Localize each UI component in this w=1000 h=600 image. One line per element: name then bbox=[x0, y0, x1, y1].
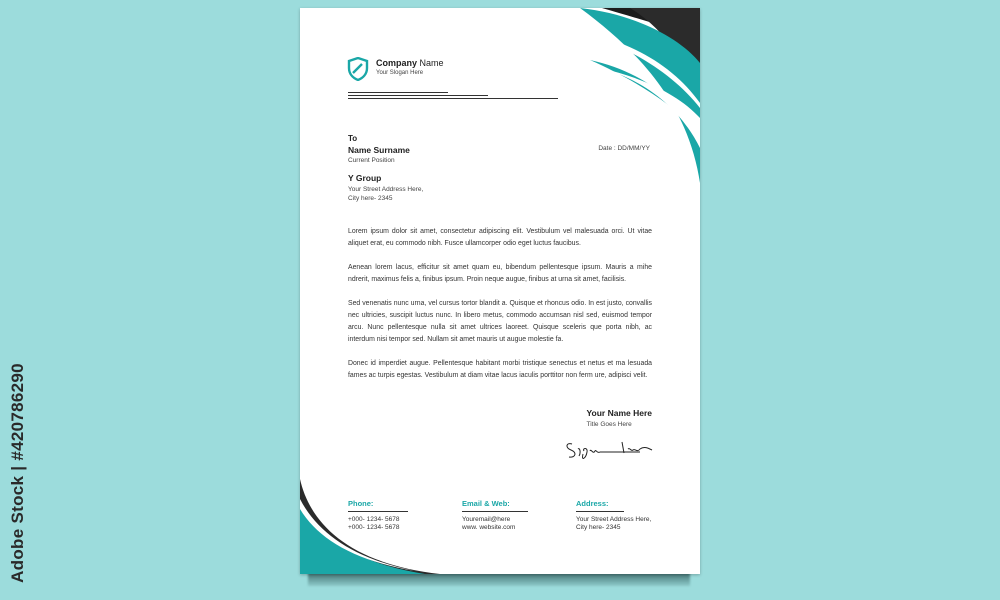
top-right-swoosh bbox=[540, 8, 700, 183]
body-paragraph: Aenean lorem lacus, efficitur sit amet quam eu, bibendum pellentesque ipsum. Mauris a mihe ndrerit, maximus felis a, finibus ipsum. Proin neque augue, finibus at urna sit amet, facilisis. bbox=[348, 264, 652, 283]
brand-block bbox=[376, 58, 444, 76]
email-web-underline bbox=[462, 511, 528, 512]
website-value: www. website.com bbox=[462, 524, 516, 531]
shield-icon bbox=[347, 57, 369, 81]
recipient-position: Current Position bbox=[348, 157, 395, 164]
to-label: To bbox=[348, 134, 358, 143]
address-label: Address: bbox=[576, 499, 609, 508]
email-value: Youremail@here bbox=[462, 516, 511, 523]
letter-body bbox=[348, 226, 652, 394]
date-field: Date : DD/MM/YY bbox=[598, 145, 650, 152]
phone-values bbox=[348, 516, 408, 532]
address-values bbox=[576, 516, 656, 532]
email-web-label: Email & Web: bbox=[462, 499, 510, 508]
signer-block bbox=[586, 408, 652, 428]
company-name: Company Name bbox=[376, 58, 444, 68]
phone-label: Phone: bbox=[348, 499, 374, 508]
footer-phone bbox=[348, 499, 408, 532]
recipient-address-line2: City here- 2345 bbox=[348, 195, 393, 202]
letterhead-page bbox=[300, 8, 700, 574]
phone-underline bbox=[348, 511, 408, 512]
header-rule-2 bbox=[348, 95, 488, 96]
signer-name: Your Name Here bbox=[586, 408, 652, 418]
stock-id-watermark bbox=[4, 358, 32, 588]
body-paragraph: Donec id imperdiet augue. Pellentesque habitant morbi tristique senectus et netus et ma lesuada fames ac turpis egestas. Vestibulum at diam vitae lacus iaculis porttitor non ferm ure, adipisci velit. bbox=[348, 360, 652, 379]
signature-scribble bbox=[562, 432, 657, 466]
recipient-address bbox=[348, 185, 423, 203]
address-underline bbox=[576, 511, 624, 512]
recipient-address-line1: Your Street Address Here, bbox=[348, 186, 424, 193]
recipient-company: Y Group bbox=[348, 173, 382, 183]
phone-line1: +000- 1234- 5678 bbox=[348, 516, 400, 523]
company-slogan: Your Slogan Here bbox=[376, 70, 424, 76]
signer-title: Title Goes Here bbox=[586, 421, 632, 428]
page-shadow bbox=[308, 572, 690, 586]
email-web-values bbox=[462, 516, 528, 532]
body-paragraph: Lorem ipsum dolor sit amet, consectetur adipiscing elit. Vestibulum vel malesuada orci. Ut vitae aliquet erat, eu commodo nibh. Fusce ullamcorper odio eget luctus faucibus. bbox=[348, 228, 652, 247]
header-rule-1 bbox=[348, 92, 448, 93]
recipient-block bbox=[348, 134, 423, 203]
address-line2: City here- 2345 bbox=[576, 524, 621, 531]
recipient-name: Name Surname bbox=[348, 145, 410, 155]
phone-line2: +000- 1234- 5678 bbox=[348, 524, 400, 531]
stock-id-text: Adobe Stock | #420786290 bbox=[8, 363, 28, 583]
address-line1: Your Street Address Here, bbox=[576, 516, 652, 523]
body-paragraph: Sed venenatis nunc urna, vel cursus tortor blandit a. Quisque et rhoncus odio. In est justo, convallis nec ultricies, suscipit luctus nunc. In libero metus, commodo accumsan nisl sed, euismod tempor arcu. Nunc pellentesque nulla sit amet ultrices laoreet. Quisque sceleris que porta nibh, ac interdum nisi tempor sed. Nullam sit amet mauris ut augue molestie fa. bbox=[348, 300, 652, 343]
footer-email-web bbox=[462, 499, 528, 532]
footer-address bbox=[576, 499, 656, 532]
header-rule-3 bbox=[348, 98, 558, 99]
